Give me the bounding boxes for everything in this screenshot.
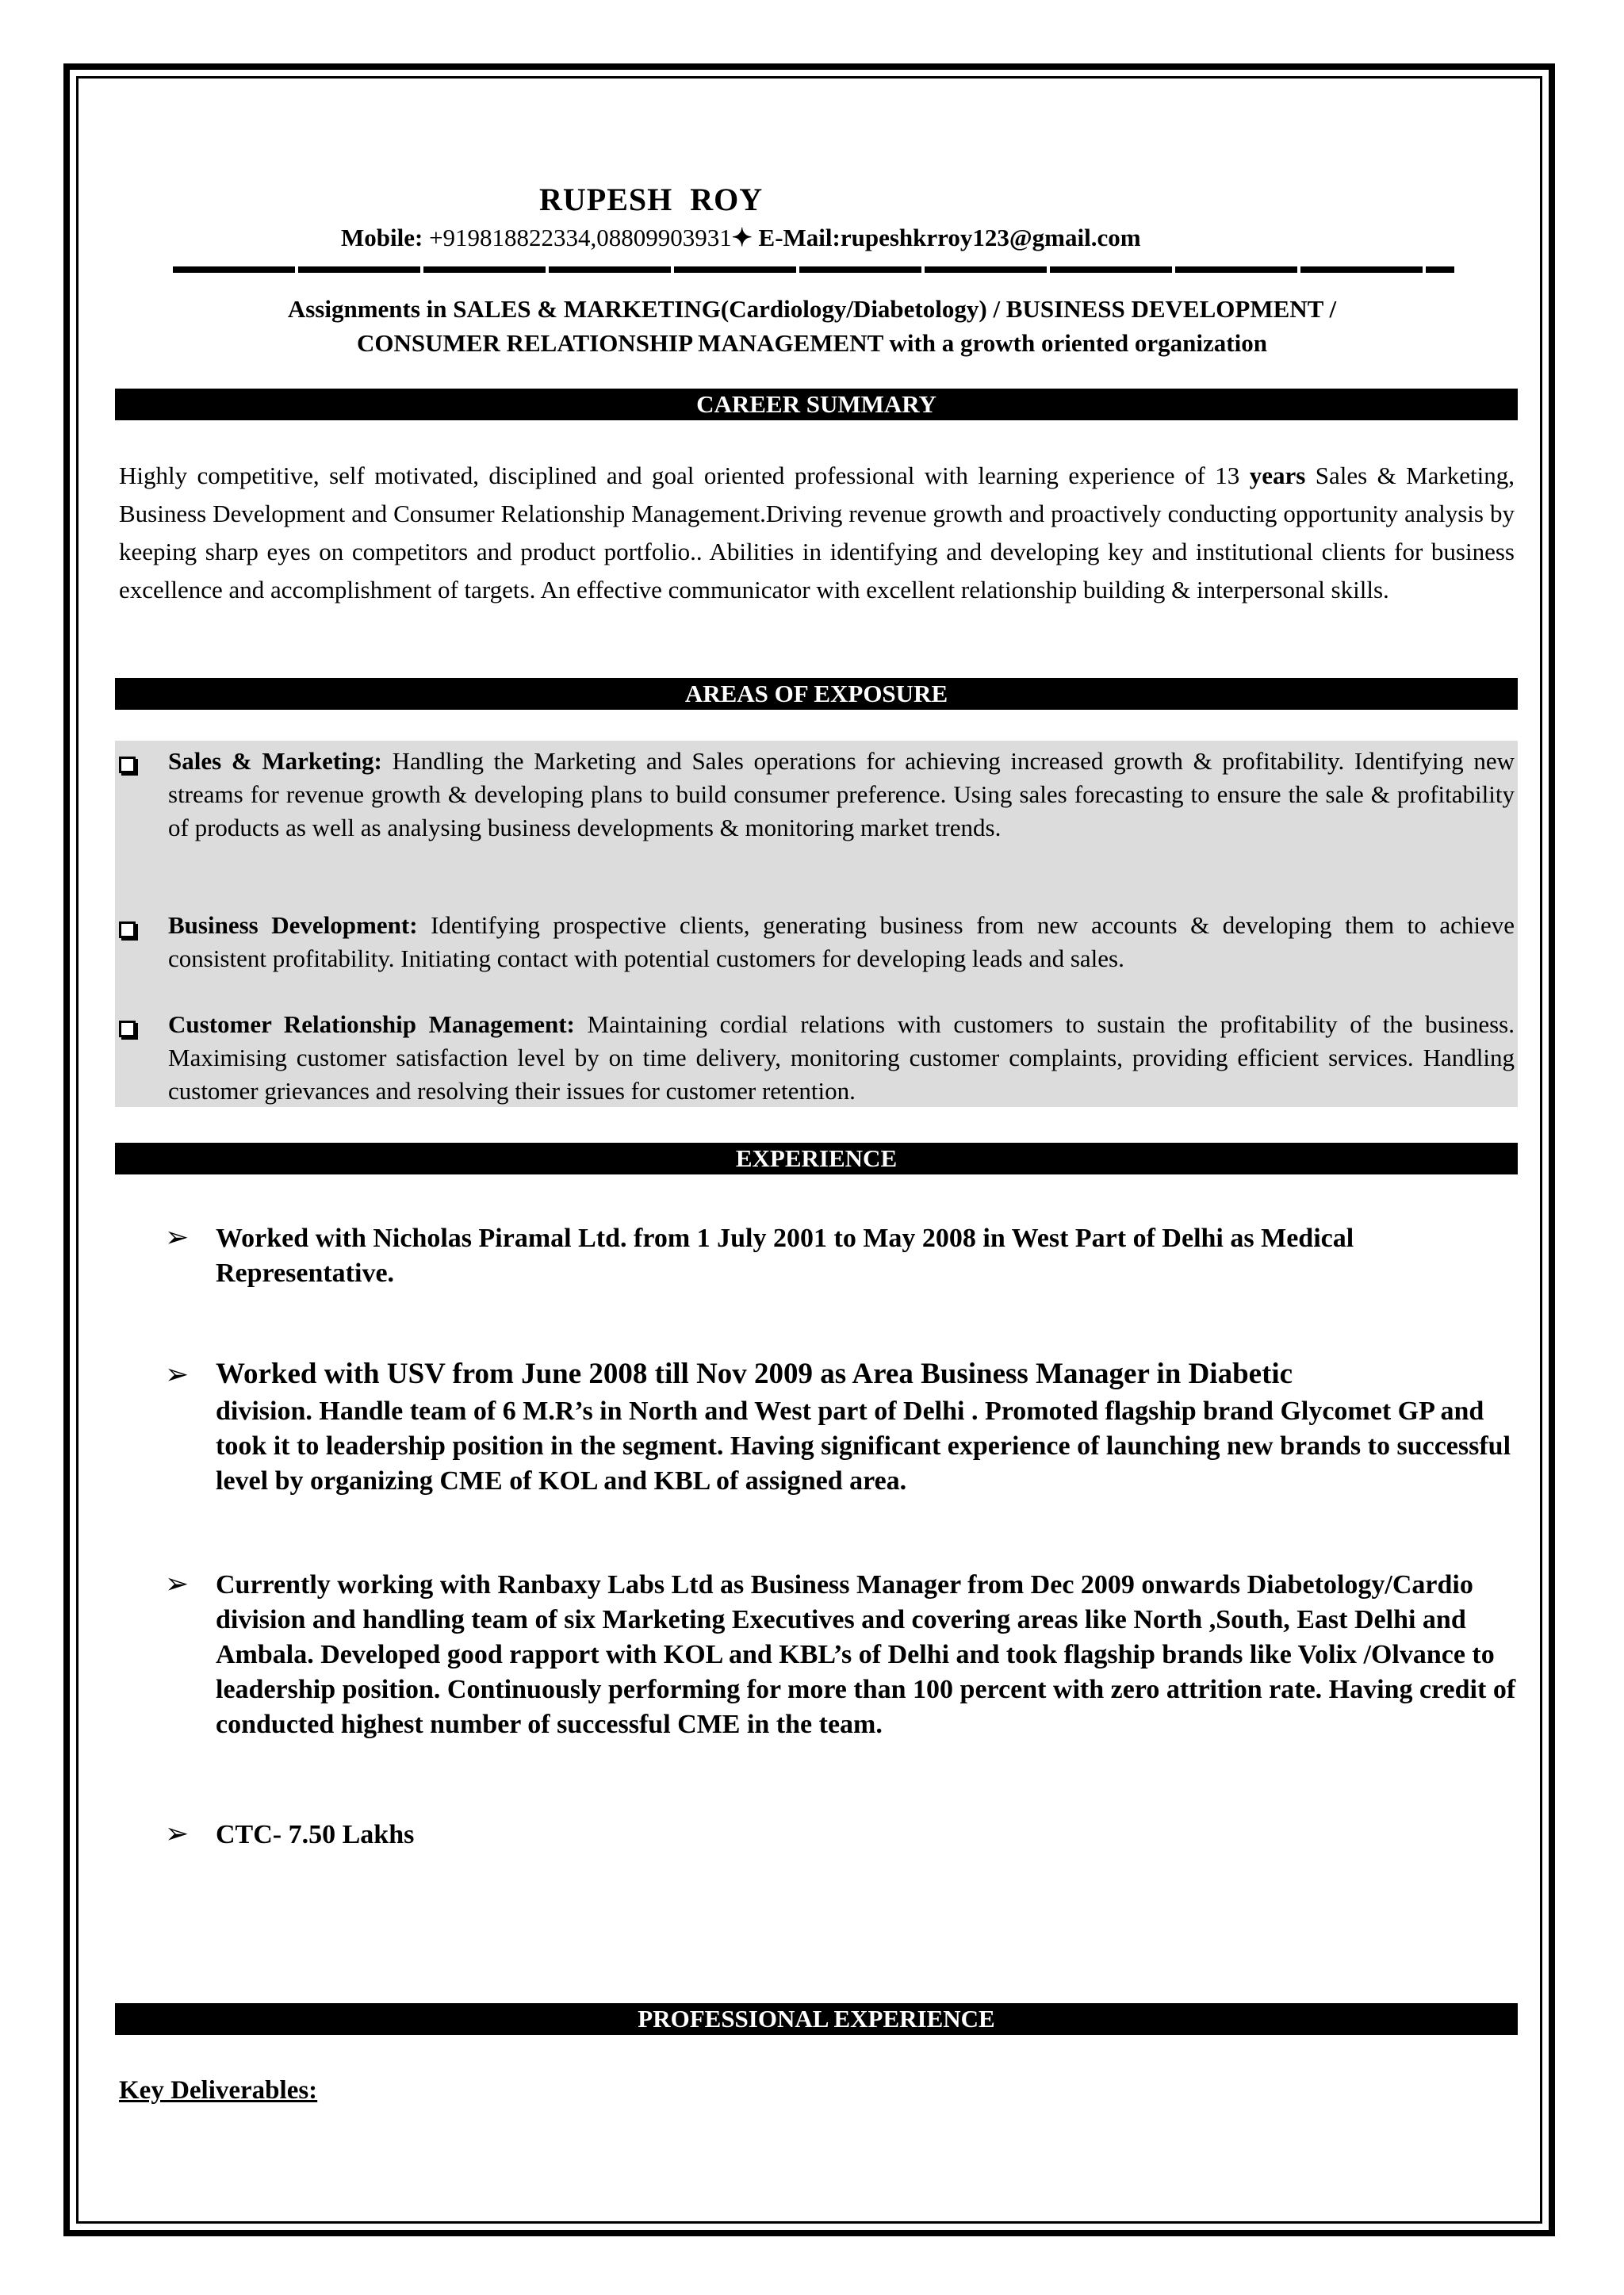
exposure-text: Maintaining cordial relations with customers to sustain the profitability of the business. Maximising customer satisfaction level by on time delivery, monitoring customer complaints, providing efficient services. Handling customer grievances and resolving their issues for customer retention. xyxy=(168,1010,1515,1105)
contact-line xyxy=(341,224,1141,252)
email-label: E-Mail: xyxy=(758,224,841,251)
checkbox-bullet-icon xyxy=(119,921,136,938)
arrow-bullet-icon: ➢ xyxy=(165,1358,190,1391)
experience-item-ctc: CTC- 7.50 Lakhs xyxy=(216,1820,415,1849)
summary-part-2: Sales & Marketing, Business Development and Consumer Relationship Management.Driving revenue growth and proactively conducting opportunity analysis by keeping sharp eyes on competitors and product portfolio.. Abilities in identifying and developing key and institutional clients for business excellence and accomplishment of targets. An effective communicator with excellent relationship building & interpersonal skills. xyxy=(119,462,1515,603)
mobile-numbers: +919818822334,08809903931 xyxy=(429,224,732,251)
candidate-name: RUPESH ROY xyxy=(539,182,764,217)
exposure-label: Customer Relationship Management: xyxy=(168,1010,575,1038)
experience-detail: division. Handle team of 6 M.R’s in North and West part of Delhi . Promoted flagship brand Glycomet GP and took it to leadership position in the segment. Having significant experience of launching new brands to successful level by organizing CME of KOL and KBL of assigned area. xyxy=(216,1397,1511,1496)
exposure-item-sales-marketing xyxy=(168,745,1515,845)
email-address: rupeshkrroy123@gmail.com xyxy=(840,224,1141,251)
arrow-bullet-icon: ➢ xyxy=(165,1221,190,1254)
arrow-bullet-icon: ➢ xyxy=(165,1818,190,1850)
objective-line-1: Assignments in SALES & MARKETING(Cardiology/Diabetology) / BUSINESS DEVELOPMENT / xyxy=(287,295,1337,323)
checkbox-bullet-icon xyxy=(119,757,136,773)
experience-item-nicholas-piramal: Worked with Nicholas Piramal Ltd. from 1 July 2001 to May 2008 in West Part of Delhi as Medical Representative. xyxy=(216,1224,1354,1288)
separator-icon: ✦ xyxy=(731,224,753,251)
section-header-professional-experience: PROFESSIONAL EXPERIENCE xyxy=(115,2003,1518,2035)
exposure-label: Sales & Marketing: xyxy=(168,747,382,775)
mobile-label: Mobile: xyxy=(341,224,423,251)
experience-item-ranbaxy: Currently working with Ranbaxy Labs Ltd as Business Manager from Dec 2009 onwards Diabetology/Cardio division and handling team of six Marketing Executives and covering areas like North ,South, East Delhi and Ambala. Developed good rapport with KOL and KBL’s of Delhi and took flagship brands like Volix /Olvance to leadership position. Continuously performing for more than 100 percent with zero attrition rate. Having credit of conducted highest number of successful CME in the team. xyxy=(216,1570,1516,1739)
exposure-text: Handling the Marketing and Sales operations for achieving increased growth & profitability. Identifying new streams for revenue growth & developing plans to build consumer preference. Using sales forecasting to ensure the sale & profitability of products as well as analysing business developments & monitoring market trends. xyxy=(168,747,1515,841)
checkbox-bullet-icon xyxy=(119,1021,136,1037)
summary-part-1: Highly competitive, self motivated, disciplined and goal oriented professional with learning experience of 13 xyxy=(119,462,1250,489)
experience-item-usv xyxy=(216,1354,1516,1499)
section-header-career-summary: CAREER SUMMARY xyxy=(115,389,1518,420)
objective-line-2: CONSUMER RELATIONSHIP MANAGEMENT with a growth oriented organization xyxy=(357,329,1267,357)
exposure-item-crm xyxy=(168,1008,1515,1108)
section-header-experience: EXPERIENCE xyxy=(115,1143,1518,1174)
exposure-item-business-development xyxy=(168,909,1515,975)
career-summary-text xyxy=(119,457,1515,609)
exposure-label: Business Development: xyxy=(168,911,418,939)
key-deliverables-heading: Key Deliverables: xyxy=(119,2076,318,2105)
exposure-text: Identifying prospective clients, generating business from new accounts & developing them to achieve consistent profitability. Initiating contact with potential customers for developing leads and sales. xyxy=(168,911,1515,972)
summary-bold-word: years xyxy=(1249,462,1306,489)
arrow-bullet-icon: ➢ xyxy=(165,1568,190,1600)
section-header-areas-of-exposure: AREAS OF EXPOSURE xyxy=(115,678,1518,710)
header-divider xyxy=(173,266,1454,273)
objective xyxy=(119,292,1505,360)
experience-lead-line: Worked with USV from June 2008 till Nov 2009 as Area Business Manager in Diabetic xyxy=(216,1358,1293,1390)
